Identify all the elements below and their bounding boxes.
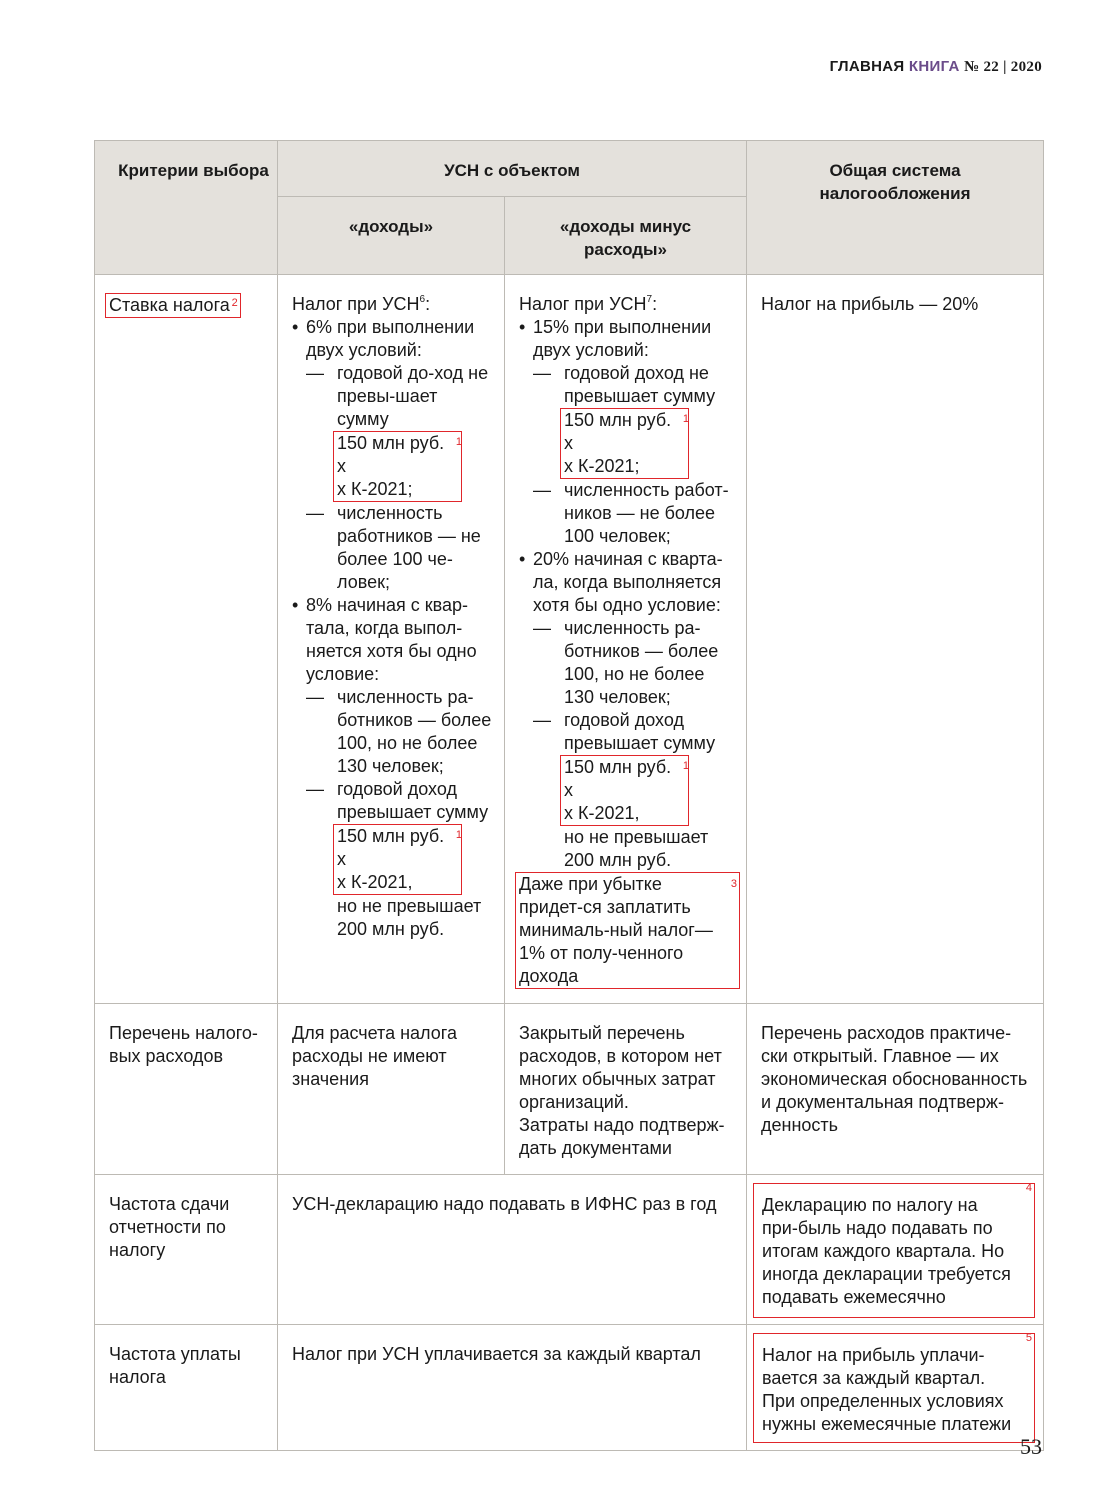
issue-number: № 22 | 2020: [964, 59, 1042, 75]
rate-usn-income-minus: Налог при УСН$^7$: • 15% при выполнении двух условий: — годовой доход не превышает сумму 150 млн руб. х х К-2021; 1 — численность работ-ников — не более 100 человек; • 20% начиная с кварта-ла, когда выполняется хотя бы одно условие: — численность ра-ботников — более 100, но не более 130 человек; — годовой доход превышает сумму 150 млн руб. х х К-2021, 1 но не превышает 200 млн руб. Даже при убытке придет-ся заплатить минималь-ный налог— 1% от полу-ченного дохода 3: [505, 275, 747, 1004]
annotation-box: Ставка налога 2: [105, 293, 241, 318]
magazine-title: ГЛАВНАЯ: [829, 58, 905, 75]
expenses-usn-income: Для расчета налога расходы не имеют значения: [278, 1004, 505, 1175]
payment-osn: [747, 1325, 1044, 1451]
annotation-box: 150 млн руб. х х К-2021, 1: [560, 755, 689, 826]
table-row: [95, 1175, 1044, 1325]
row-label-declaration: Частота сдачи отчетности по налогу: [95, 1175, 278, 1325]
annotation-box: Декларацию по налогу на при-быль надо подавать по итогам каждого квартала. Но иногда декларации требуется подавать ежемесячно 4: [753, 1183, 1035, 1318]
annotation-box: 150 млн руб. х х К-2021, 1: [333, 824, 462, 895]
header-osn: Общая система налогообложения: [747, 141, 1044, 275]
row-label-expenses: Перечень налого-вых расходов: [95, 1004, 278, 1175]
minimum-tax-note: Даже при убытке придет-ся заплатить минималь-ный налог— 1% от полу-ченного дохода 3: [515, 872, 740, 989]
table-row: [95, 1004, 1044, 1175]
rate-osn: Налог на прибыль — 20%: [747, 275, 1044, 1004]
expenses-usn-income-minus: Закрытый перечень расходов, в котором нет многих обычных затрат организаций. Затраты надо подтверж-дать документами: [505, 1004, 747, 1175]
row-label-payment: Частота уплаты налога: [95, 1325, 278, 1451]
page-number: 53: [1020, 1434, 1042, 1459]
declaration-usn: УСН-декларацию надо подавать в ИФНС раз в год: [278, 1175, 747, 1325]
payment-usn: Налог при УСН уплачивается за каждый квартал: [278, 1325, 747, 1451]
header-usn: УСН с объектом: [278, 141, 747, 197]
header-usn-income: «доходы»: [278, 197, 505, 275]
table-row: [95, 1325, 1044, 1451]
annotation-box: Налог на прибыль уплачи-вается за каждый квартал. При определенных условиях нужны ежемесячные платежи 5: [753, 1333, 1035, 1443]
row-label-rate: [95, 275, 278, 1004]
header-criteria: Критерии выбора: [95, 141, 278, 275]
rate-usn-income: Налог при УСН$^6$: • 6% при выполнении двух условий: — годовой до-ход не превы-шает сумму 150 млн руб. х х К-2021; 1 — численность работников — не более 100 че-ловек; • 8% начиная с квар-тала, когда выпол-няется хотя бы одно условие: — численность ра-ботников — более 100, но не более 130 человек; — годовой доход превышает сумму 150 млн руб. х х К-2021, 1 но не превышает 200 млн руб.: [278, 275, 505, 1004]
expenses-osn: Перечень расходов практиче-ски открытый. Главное — их экономическая обоснованность и документальная подтверж-денность: [747, 1004, 1044, 1175]
header-usn-income-minus: «доходы минус расходы»: [505, 197, 747, 275]
table-row: [95, 275, 1044, 1004]
magazine-header: [830, 58, 1042, 76]
magazine-title-accent: КНИГА: [908, 58, 960, 75]
declaration-osn: [747, 1175, 1044, 1325]
comparison-table: [94, 140, 1044, 1451]
annotation-box: 150 млн руб. х х К-2021; 1: [560, 408, 689, 479]
annotation-box: 150 млн руб. х х К-2021; 1: [333, 431, 462, 502]
